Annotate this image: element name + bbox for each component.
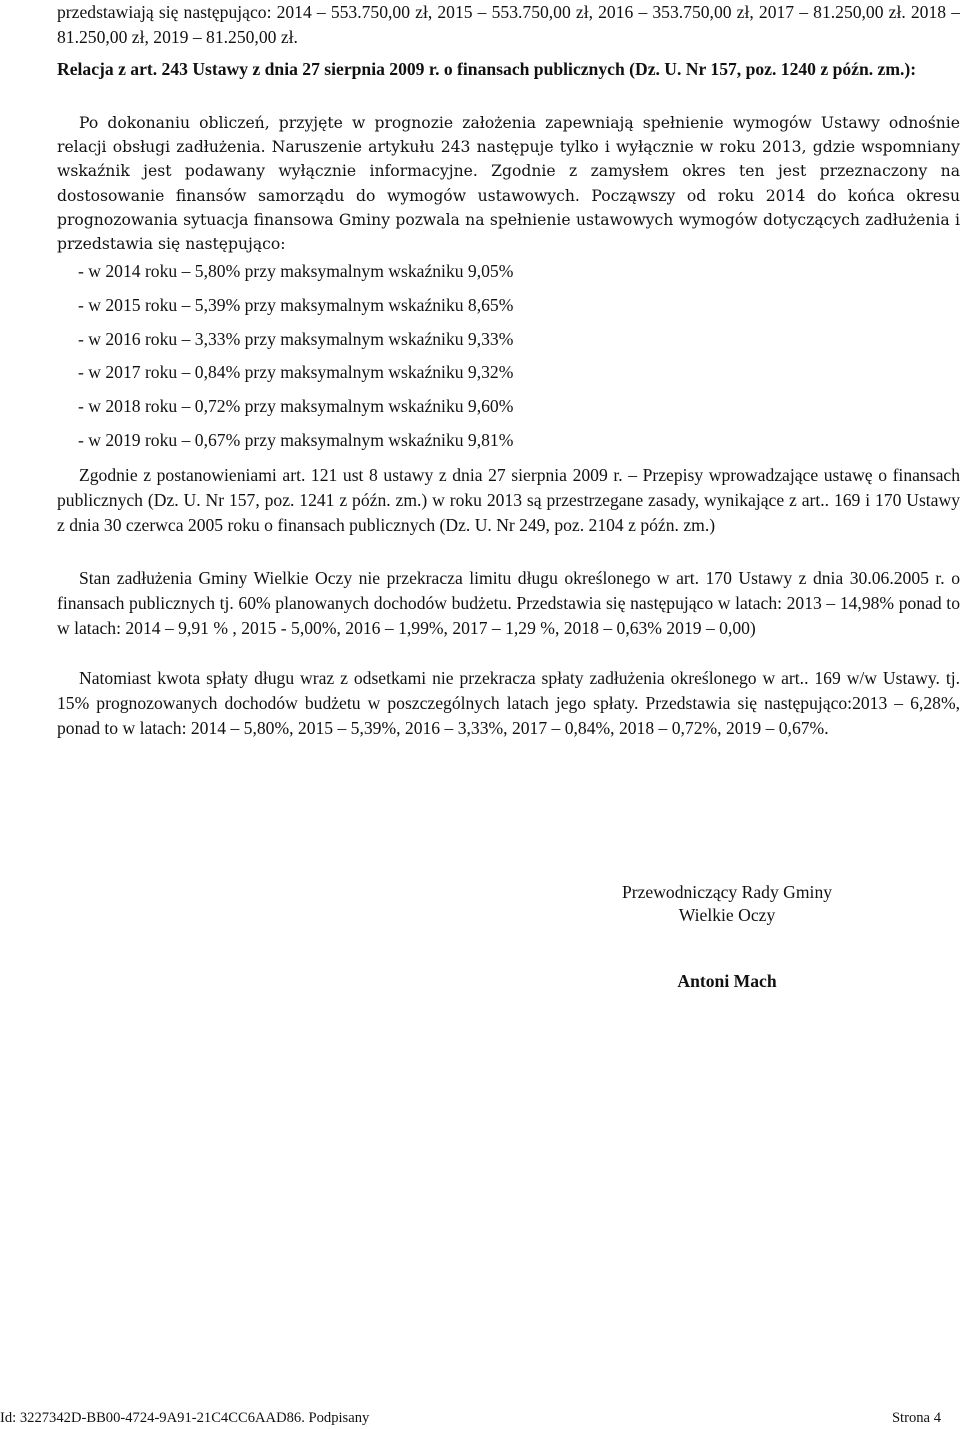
list-item: - w 2019 roku – 0,67% przy maksymalnym wskaźniku 9,81% bbox=[78, 429, 514, 450]
page-footer bbox=[0, 1407, 960, 1429]
indicator-list bbox=[78, 259, 678, 462]
postanowienia-paragraph: Zgodnie z postanowieniami art. 121 ust 8 ustawy z dnia 27 sierpnia 2009 r. – Przepisy wprowadzające ustawę o finansach publicznych (Dz. U. Nr 157, poz. 1241 z późn. zm.) w roku 2013 są przestrzegane zasady, wynikające z art.. 169 i 170 Ustawy z dnia 30 czerwca 2005 roku o finansach publicznych (Dz. U. Nr 249, poz. 2104 z późn. zm.) bbox=[57, 465, 960, 536]
stan-zadluzenia-paragraph: Stan zadłużenia Gminy Wielkie Oczy nie przekracza limitu długu określonego w art. 170 Ustawy z dnia 30.06.2005 r. o finansach publicznych tj. 60% planowanych dochodów budżetu. Przedstawia się następująco w latach: 2013 – 14,98% ponad to w latach: 2014 – 9,91 % , 2015 - 5,00%, 2016 – 1,99%, 2017 – 1,29 %, 2018 – 0,63% 2019 – 0,00) bbox=[57, 568, 960, 639]
list-item: - w 2014 roku – 5,80% przy maksymalnym wskaźniku 9,05% bbox=[78, 261, 514, 281]
section-heading: Relacja z art. 243 Ustawy z dnia 27 sierpnia 2009 r. o finansach publicznych (Dz. U. Nr 157, poz. 1240 z późn. zm.): bbox=[57, 59, 917, 79]
list-item: - w 2017 roku – 0,84% przy maksymalnym wskaźniku 9,32% bbox=[78, 362, 514, 383]
list-item: - w 2015 roku – 5,39% przy maksymalnym wskaźniku 8,65% bbox=[78, 294, 514, 315]
splata-dlugu-paragraph: Natomiast kwota spłaty długu wraz z odsetkami nie przekracza spłaty zadłużenia określonego w art.. 169 w/w Ustawy. tj. 15% prognozowanych dochodów budżetu w poszczególnych latach jego spłaty. Przedstawia się następująco:2013 – 6,28%, ponad to w latach: 2014 – 5,80%, 2015 – 5,39%, 2016 – 3,33%, 2017 – 0,84%, 2018 – 0,72%, 2019 – 0,67%. bbox=[57, 668, 960, 739]
signature-subtitle: Wielkie Oczy bbox=[678, 905, 776, 925]
signer-name: Antoni Mach bbox=[677, 971, 777, 991]
document-id: Id: 3227342D-BB00-4724-9A91-21C4CC6AAD86. Podpisany bbox=[0, 1410, 370, 1426]
relacja-paragraph: Po dokonaniu obliczeń, przyjęte w prognozie założenia zapewniają spełnienie wymogów Ustawy odnośnie relacji obsługi zadłużenia. Naruszenie artykułu 243 następuje tylko i wyłącznie w roku 2013, gdzie wspomniany wskaźnik jest podawany wyłącznie informacyjne. Zgodnie z zamysłem okres ten jest przeznaczony na dostosowanie finansów samorządu do wymogów ustawowych. Począwszy od roku 2014 do końca okresu prognozowania sytuacja finansowa Gminy pozwala na spełnienie ustawowych wymogów dotyczących zadłużenia i przedstawia się następująco: bbox=[57, 114, 960, 254]
signature-block bbox=[560, 881, 894, 927]
list-item: - w 2016 roku – 3,33% przy maksymalnym wskaźniku 9,33% bbox=[78, 328, 514, 349]
list-item: - w 2018 roku – 0,72% przy maksymalnym wskaźniku 9,60% bbox=[78, 396, 514, 417]
intro-paragraph: przedstawiają się następująco: 2014 – 553.750,00 zł, 2015 – 553.750,00 zł, 2016 – 353.750,00 zł, 2017 – 81.250,00 zł. 2018 – 81.250,00 zł, 2019 – 81.250,00 zł. bbox=[57, 2, 960, 48]
signature-title: Przewodniczący Rady Gminy bbox=[621, 882, 833, 902]
page-number: Strona 4 bbox=[891, 1410, 941, 1426]
